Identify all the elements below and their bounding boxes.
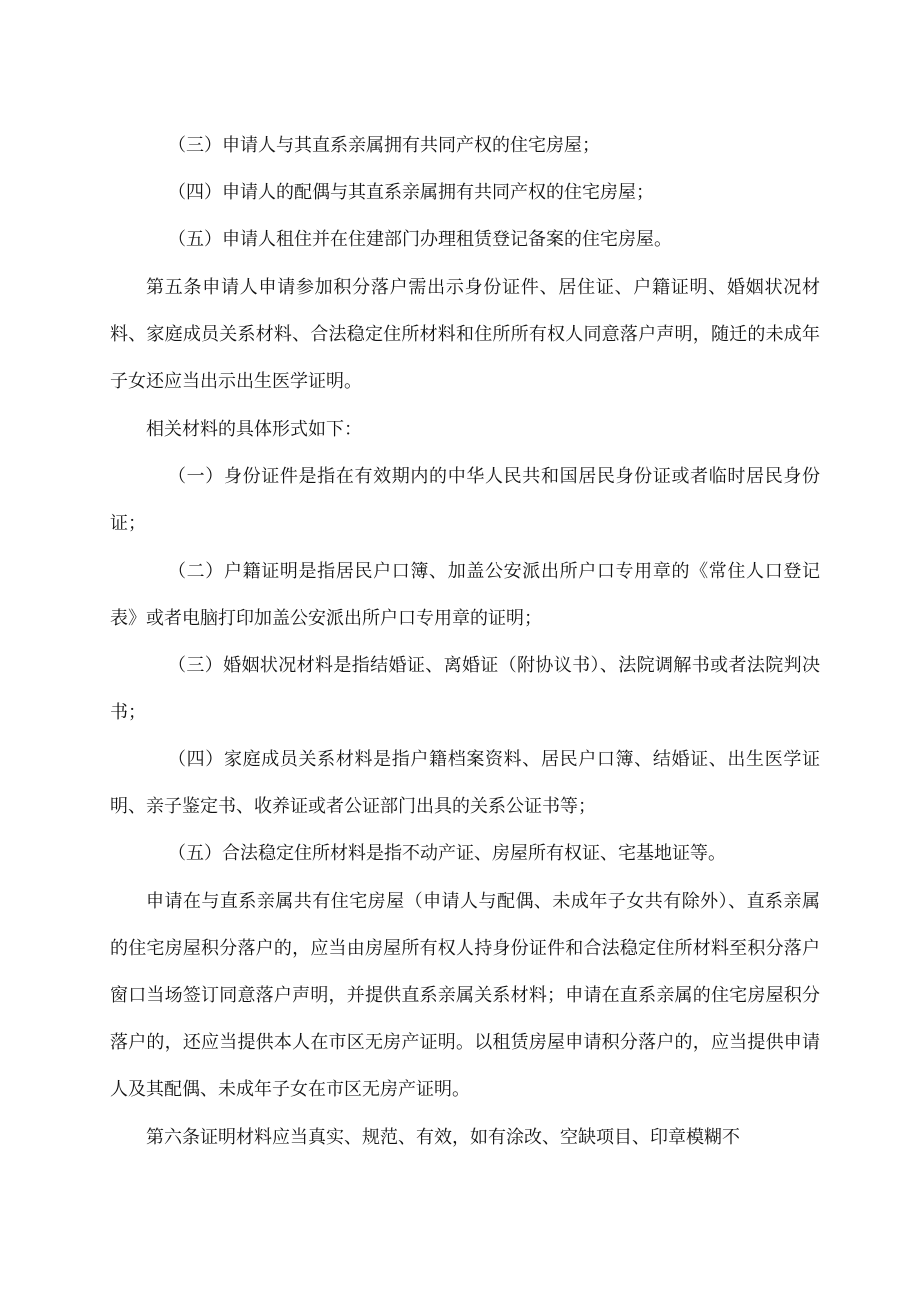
paragraph-material-3-marital: （三）婚姻状况材料是指结婚证、离婚证（附协议书）、法院调解书或者法院判决书； [110,655,820,723]
paragraph-item-4-spouse-owned-with-relatives: （四）申请人的配偶与其直系亲属拥有共同产权的住宅房屋； [168,182,654,203]
paragraph-material-5-residence: （五）合法稳定住所材料是指不动产证、房屋所有权证、宅基地证等。 [168,843,726,864]
paragraph-item-5-rented-registered: （五）申请人租住并在住建部门办理租赁登记备案的住宅房屋。 [168,229,672,250]
paragraph-article-5: 第五条申请人申请参加积分落户需出示身份证件、居住证、户籍证明、婚姻状况材料、家庭成员关系材料、合法稳定住所材料和住所所有权人同意落户声明，随迁的未成年子女还应当出示出生医学证明。 [110,277,820,392]
paragraph-material-4-family: （四）家庭成员关系材料是指户籍档案资料、居民户口簿、结婚证、出生医学证明、亲子鉴定书、收养证或者公证部门出具的关系公证书等； [110,749,820,817]
paragraph-article-6: 第六条证明材料应当真实、规范、有效，如有涂改、空缺项目、印章模糊不 [146,1127,740,1148]
paragraph-shared-housing-rule: 申请在与直系亲属共有住宅房屋（申请人与配偶、未成年子女共有除外）、直系亲属的住宅房屋积分落户的，应当由房屋所有权人持身份证件和合法稳定住所材料至积分落户窗口当场签订同意落户声明，并提供直系亲属关系材料；申请在直系亲属的住宅房屋积分落户的，还应当提供本人在市区无房产证明。以租赁房屋申请积分落户的，应当提供申请人及其配偶、未成年子女在市区无房产证明。 [110,891,820,1100]
paragraph-materials-intro: 相关材料的具体形式如下： [146,419,362,440]
paragraph-material-2-household: （二）户籍证明是指居民户口簿、加盖公安派出所户口专用章的《常住人口登记表》或者电脑打印加盖公安派出所户口专用章的证明； [110,561,820,629]
paragraph-item-3-owned-with-relatives: （三）申请人与其直系亲属拥有共同产权的住宅房屋； [168,135,600,156]
paragraph-material-1-id: （一）身份证件是指在有效期内的中华人民共和国居民身份证或者临时居民身份证； [110,466,820,534]
